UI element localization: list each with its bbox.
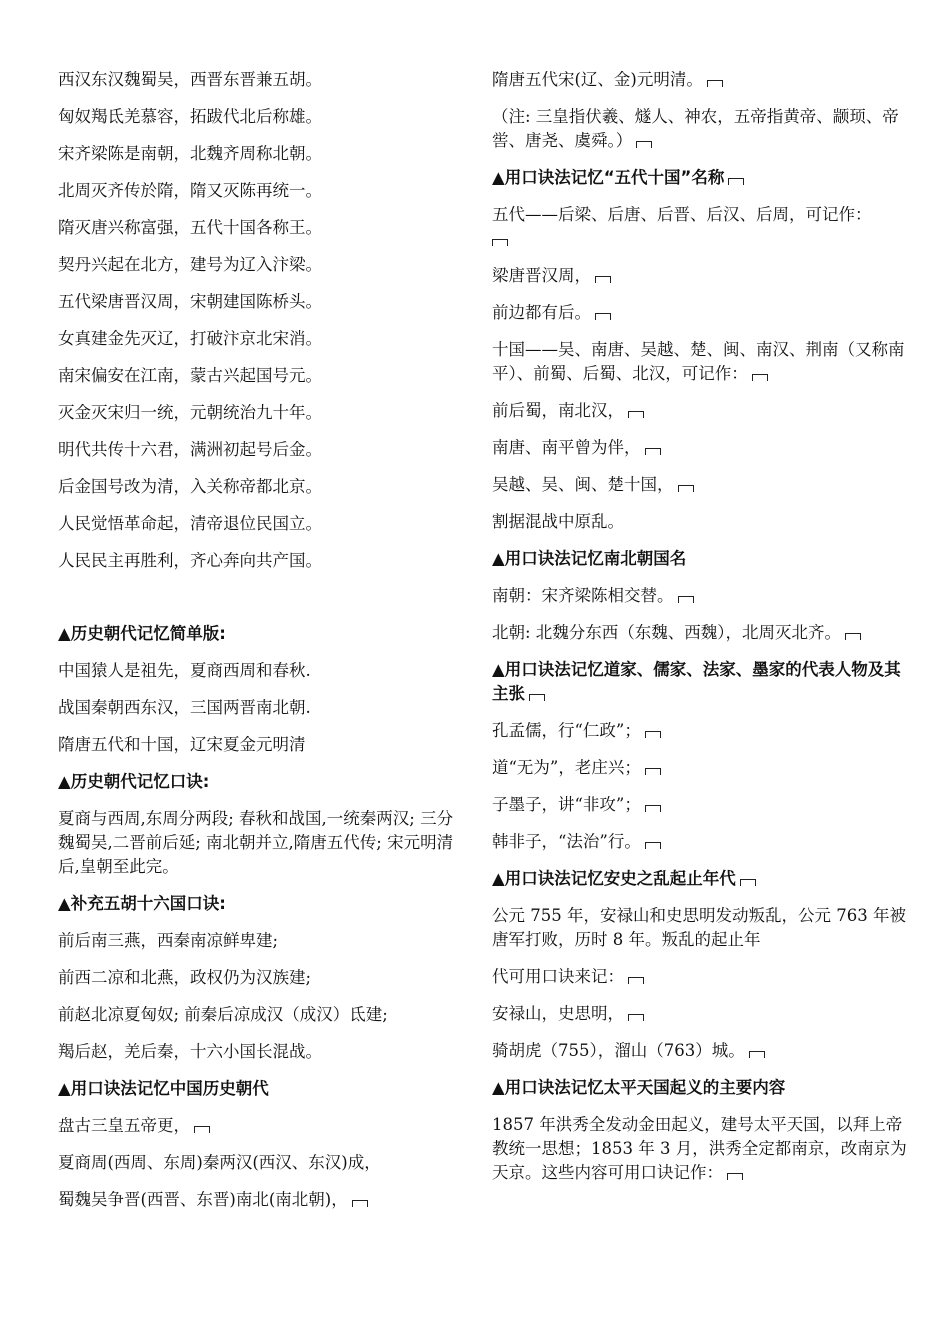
poem-line: 南宋偏安在江南，蒙古兴起国号元。 [58,366,322,385]
paragraph-mark-icon [636,141,652,148]
paragraph-mark-icon [628,977,644,984]
paragraph-mark-icon [194,1126,210,1133]
shiguo-line [492,436,912,460]
paragraph-mark-icon [645,448,661,455]
heading-text: ▲用口诀法记忆“五代十国”名称 [492,168,725,187]
paragraph-mark-icon [628,411,644,418]
note-text: （注: 三皇指伏羲、燧人、神农，五帝指黄帝、颛顼、帝喾、唐尧、虞舜。） [492,107,899,150]
shiguo-line-text: 割据混战中原乱。 [492,512,624,531]
section-heading-taiping: ▲用口诀法记忆太平天国起义的主要内容 [492,1078,786,1097]
shiguo-line-text: 吴越、吴、闽、楚十国， [492,475,674,494]
wuhu-line: 前赵北凉夏匈奴; 前秦后凉成汉（成汉）氐建; [58,1005,388,1024]
section-heading-koujue: ▲历史朝代记忆口诀: [58,772,210,791]
nanbei-line-text: 南朝：宋齐梁陈相交替。 [492,586,674,605]
simple-line: 隋唐五代和十国，辽宋夏金元明清 [58,735,306,754]
poem-line: 隋灭唐兴称富强，五代十国各称王。 [58,218,322,237]
dynasty-line [58,1151,468,1175]
schools-line-text: 道“无为”，老庄兴； [492,758,641,777]
taiping-text: 1857 年洪秀全发动金田起义，建号太平天国，以拜上帝教统一思想；1853 年 3 月，洪秀全定都南京，改南京为天京。这些内容可用口诀记作： [492,1115,907,1182]
section-heading-dynasty: ▲用口诀法记忆中国历史朝代 [58,1079,269,1098]
paragraph-mark-icon [749,1051,765,1058]
wudai-intro-text: 五代——后梁、后唐、后晋、后汉、后周，可记作： [492,205,872,224]
poem-line: 人民民主再胜利，齐心奔向共产国。 [58,551,322,570]
shiguo-line-text: 南唐、南平曾为伴， [492,438,641,457]
heading-text: ▲用口诀法记忆道家、儒家、法家、墨家的代表人物及其主张 [492,660,901,703]
left-column [58,68,468,1225]
section-heading-wudai [492,166,912,190]
paragraph-mark-icon [352,1200,368,1207]
shiguo-line [492,473,912,497]
poem-line: 人民觉悟革命起，清帝退位民国立。 [58,514,322,533]
paragraph-mark-icon [645,842,661,849]
dynasty-line-text: 盘古三皇五帝更， [58,1116,190,1135]
right-column [492,68,912,1198]
shiguo-line [492,399,912,423]
schools-line [492,719,912,743]
paragraph-mark-icon [727,1173,743,1180]
wuhu-line: 前后南三燕，西秦南凉鲜卑建; [58,931,279,950]
wudai-line [492,301,912,325]
poem-line: 北周灭齐传於隋，隋又灭陈再统一。 [58,181,322,200]
dynasty-line [492,68,912,92]
anshi-paragraph: 公元 755 年，安禄山和史思明发动叛乱，公元 763 年被唐军打败，历时 8 年。叛乱的起止年 [492,906,906,949]
dynasty-line-text: 夏商周(西周、东周)秦两汉(西汉、东汉)成， [58,1153,381,1172]
schools-line [492,756,912,780]
section-heading-nanbei: ▲用口诀法记忆南北朝国名 [492,549,687,568]
paragraph-mark-icon [595,313,611,320]
paragraph-mark-icon [645,731,661,738]
heading-text: ▲用口诀法记忆安史之乱起止年代 [492,869,736,888]
paragraph-mark-icon [752,374,768,381]
anshi-line-text: 骑胡虎（755），溜山（763）城。 [492,1041,745,1060]
note-paragraph [492,105,912,153]
schools-line-text: 韩非子，“法治”行。 [492,832,641,851]
schools-line [492,793,912,817]
poem-line: 宋齐梁陈是南朝，北魏齐周称北朝。 [58,144,322,163]
poem-line: 匈奴羯氐羌慕容，拓跋代北后称雄。 [58,107,322,126]
wudai-line [492,264,912,288]
section-heading-wuhu: ▲补充五胡十六国口诀: [58,894,226,913]
poem-line: 西汉东汉魏蜀吴，西晋东晋兼五胡。 [58,70,322,89]
schools-line [492,830,912,854]
poem-line: 女真建金先灭辽，打破汴京北宋消。 [58,329,322,348]
paragraph-mark-icon [595,276,611,283]
dynasty-poem [58,68,468,573]
shiguo-intro-text: 十国——吴、南唐、吴越、楚、闽、南汉、荆南（又称南平）、前蜀、后蜀、北汉，可记作： [492,340,905,383]
section-heading-anshi [492,867,912,891]
poem-line: 明代共传十六君，满洲初起号后金。 [58,440,322,459]
simple-line: 战国秦朝西东汉，三国两晋南北朝. [58,698,311,717]
anshi-line [492,1039,912,1063]
koujue-paragraph: 夏商与西周,东周分两段; 春秋和战国,一统秦两汉; 三分魏蜀吴,二晋前后延; 南北朝并立,隋唐五代传; 宋元明清后,皇朝至此完。 [58,809,454,876]
shiguo-intro [492,338,912,386]
poem-line: 灭金灭宋归一统，元朝统治九十年。 [58,403,322,422]
dynasty-line-text: 蜀魏吴争晋(西晋、东晋)南北(南北朝)， [58,1190,348,1209]
nanbei-line [492,584,912,608]
shiguo-line-text: 前后蜀，南北汉， [492,401,624,420]
schools-line-text: 子墨子，讲“非攻”； [492,795,641,814]
poem-line: 契丹兴起在北方，建号为辽入汴梁。 [58,255,322,274]
wuhu-line: 前西二凉和北燕，政权仍为汉族建; [58,968,312,987]
anshi-line [492,1002,912,1026]
paragraph-mark-icon [707,80,723,87]
wudai-line-text: 前边都有后。 [492,303,591,322]
paragraph-mark-icon [492,239,508,246]
wuhu-line: 羯后赵，羌后秦，十六小国长混战。 [58,1042,322,1061]
anshi-line-text: 安禄山，史思明， [492,1004,624,1023]
wudai-intro [492,203,912,251]
nanbei-line-text: 北朝: 北魏分东西（东魏、西魏），北周灭北齐。 [492,623,842,642]
dynasty-line [58,1188,468,1212]
nanbei-line [492,621,912,645]
anshi-line-text: 代可用口诀来记： [492,967,624,986]
paragraph-mark-icon [728,178,744,185]
paragraph-mark-icon [529,694,545,701]
dynasty-line-text: 隋唐五代宋(辽、金)元明清。 [492,70,703,89]
section-heading-schools [492,658,912,706]
schools-line-text: 孔孟儒，行“仁政”； [492,721,641,740]
paragraph-mark-icon [645,768,661,775]
taiping-paragraph [492,1113,912,1185]
paragraph-mark-icon [678,485,694,492]
anshi-line [492,965,912,989]
wudai-line-text: 梁唐晋汉周， [492,266,591,285]
dynasty-line [58,1114,468,1138]
poem-line: 后金国号改为清，入关称帝都北京。 [58,477,322,496]
paragraph-mark-icon [678,596,694,603]
section-spacer [58,586,468,622]
paragraph-mark-icon [740,879,756,886]
paragraph-mark-icon [645,805,661,812]
paragraph-mark-icon [845,633,861,640]
shiguo-line [492,510,912,534]
simple-line: 中国猿人是祖先，夏商西周和春秋. [58,661,311,680]
poem-line: 五代梁唐晋汉周，宋朝建国陈桥头。 [58,292,322,311]
section-heading-simple: ▲历史朝代记忆简单版: [58,624,226,643]
paragraph-mark-icon [628,1014,644,1021]
